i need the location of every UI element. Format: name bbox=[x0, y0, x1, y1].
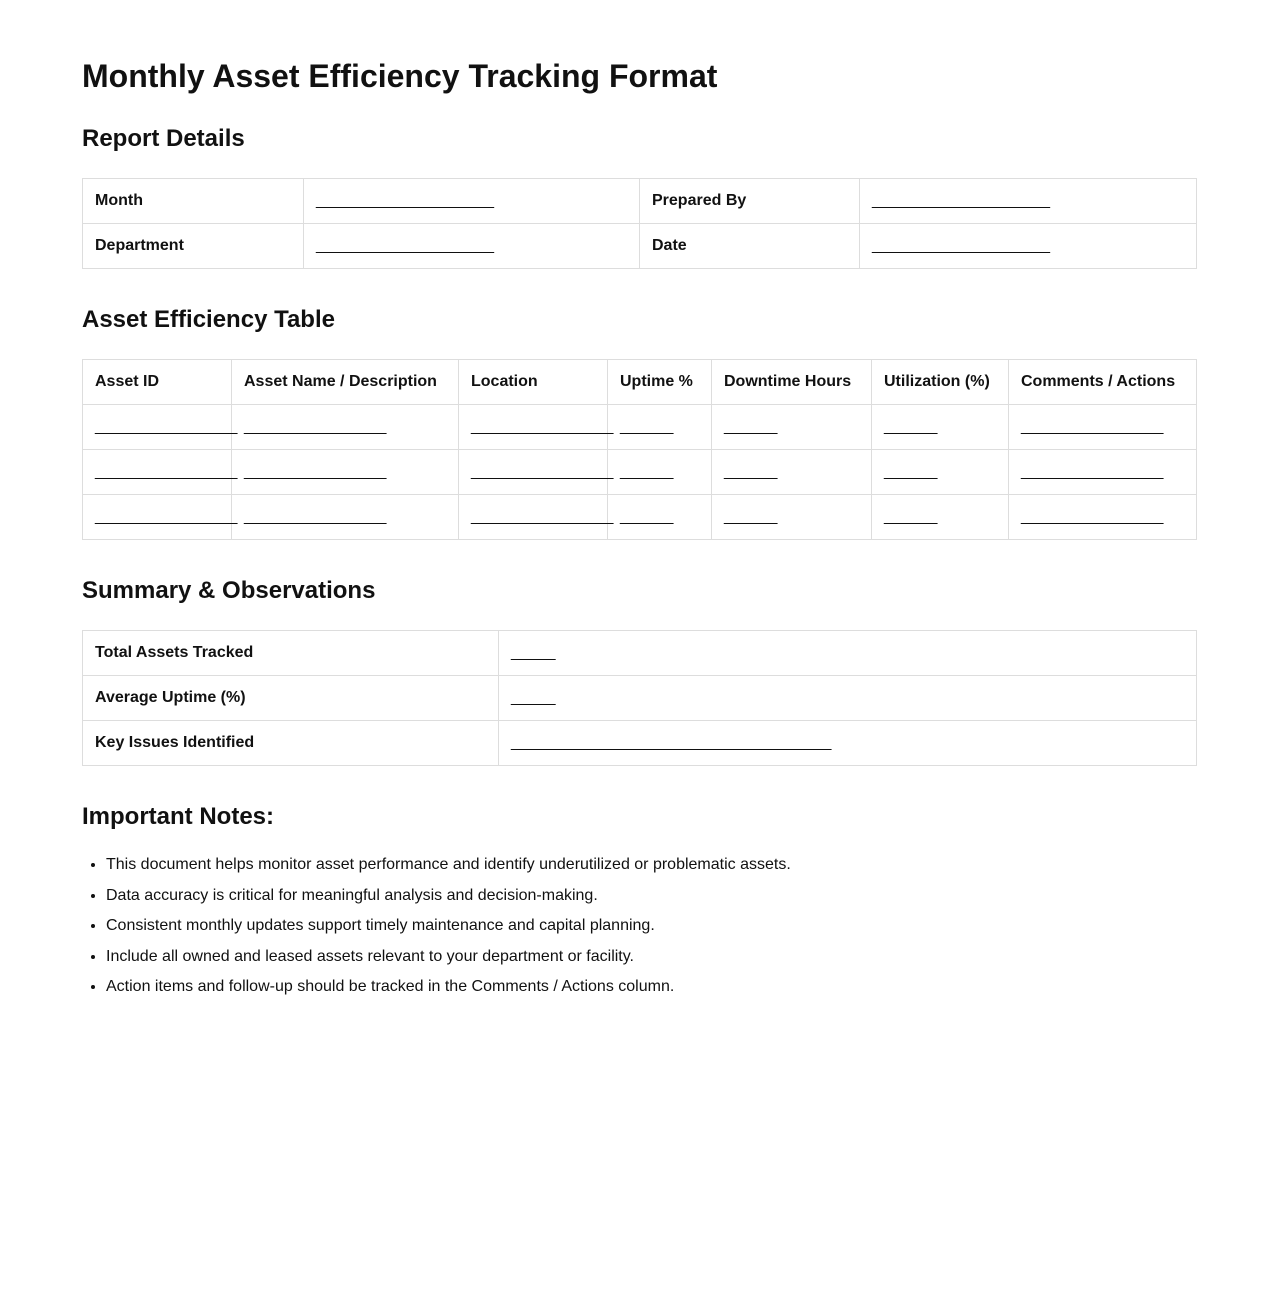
asset-id-cell[interactable]: ________________ bbox=[83, 495, 232, 540]
col-uptime: Uptime % bbox=[608, 360, 712, 405]
utilization-cell[interactable]: ______ bbox=[872, 450, 1009, 495]
list-item: • Data accuracy is critical for meaningful analysis and decision-making. bbox=[106, 885, 1196, 907]
table-header-row bbox=[83, 360, 1197, 405]
list-item: • Include all owned and leased assets relevant to your department or facility. bbox=[106, 946, 1196, 968]
asset-name-cell[interactable]: ________________ bbox=[232, 495, 459, 540]
utilization-cell[interactable]: ______ bbox=[872, 405, 1009, 450]
list-item: • Consistent monthly updates support timely maintenance and capital planning. bbox=[106, 915, 1196, 937]
col-utilization: Utilization (%) bbox=[872, 360, 1009, 405]
summary-table bbox=[82, 630, 1197, 766]
blank-line: ____________________ bbox=[872, 192, 1050, 209]
col-comments-actions: Comments / Actions bbox=[1009, 360, 1197, 405]
average-uptime-field[interactable]: _____ bbox=[499, 676, 1197, 721]
table-row bbox=[83, 495, 1197, 540]
comments-cell[interactable]: ________________ bbox=[1009, 405, 1197, 450]
col-downtime-hours: Downtime Hours bbox=[712, 360, 872, 405]
asset-name-cell[interactable]: ________________ bbox=[232, 405, 459, 450]
comments-cell[interactable]: ________________ bbox=[1009, 450, 1197, 495]
location-cell[interactable]: ________________ bbox=[459, 495, 608, 540]
table-row bbox=[83, 450, 1197, 495]
summary-heading: Summary & Observations bbox=[82, 577, 376, 604]
uptime-cell[interactable]: ______ bbox=[608, 405, 712, 450]
total-assets-label: Total Assets Tracked bbox=[83, 631, 499, 676]
asset-id-cell[interactable]: ________________ bbox=[83, 405, 232, 450]
blank-line: ____________________ bbox=[316, 192, 494, 209]
col-asset-id: Asset ID bbox=[83, 360, 232, 405]
location-cell[interactable]: ________________ bbox=[459, 450, 608, 495]
prepared-by-field[interactable] bbox=[860, 179, 1197, 224]
asset-table-heading: Asset Efficiency Table bbox=[82, 306, 335, 333]
downtime-cell[interactable]: ______ bbox=[712, 405, 872, 450]
uptime-cell[interactable]: ______ bbox=[608, 450, 712, 495]
total-assets-field[interactable]: _____ bbox=[499, 631, 1197, 676]
key-issues-label: Key Issues Identified bbox=[83, 721, 499, 766]
downtime-cell[interactable]: ______ bbox=[712, 495, 872, 540]
average-uptime-label: Average Uptime (%) bbox=[83, 676, 499, 721]
month-label: Month bbox=[83, 179, 304, 224]
summary-row bbox=[83, 631, 1197, 676]
notes-list bbox=[82, 854, 1196, 998]
date-field[interactable] bbox=[860, 224, 1197, 269]
blank-line: ____________________ bbox=[316, 237, 494, 254]
page-title: Monthly Asset Efficiency Tracking Format bbox=[82, 58, 718, 94]
month-field[interactable] bbox=[304, 179, 640, 224]
utilization-cell[interactable]: ______ bbox=[872, 495, 1009, 540]
blank-line: ____________________ bbox=[872, 237, 1050, 254]
key-issues-field[interactable]: ____________________________________ bbox=[499, 721, 1197, 766]
table-row bbox=[83, 405, 1197, 450]
date-label: Date bbox=[640, 224, 860, 269]
location-cell[interactable]: ________________ bbox=[459, 405, 608, 450]
asset-name-cell[interactable]: ________________ bbox=[232, 450, 459, 495]
summary-row bbox=[83, 721, 1197, 766]
col-asset-name: Asset Name / Description bbox=[232, 360, 459, 405]
report-details-heading: Report Details bbox=[82, 125, 245, 152]
report-details-table bbox=[82, 178, 1197, 269]
col-location: Location bbox=[459, 360, 608, 405]
uptime-cell[interactable]: ______ bbox=[608, 495, 712, 540]
downtime-cell[interactable]: ______ bbox=[712, 450, 872, 495]
department-field[interactable] bbox=[304, 224, 640, 269]
asset-id-cell[interactable]: ________________ bbox=[83, 450, 232, 495]
department-label: Department bbox=[83, 224, 304, 269]
asset-efficiency-table bbox=[82, 359, 1197, 540]
summary-row bbox=[83, 676, 1197, 721]
prepared-by-label: Prepared By bbox=[640, 179, 860, 224]
notes-heading: Important Notes: bbox=[82, 803, 274, 830]
list-item: • Action items and follow-up should be tracked in the Comments / Actions column. bbox=[106, 976, 1196, 998]
report-row bbox=[83, 224, 1197, 269]
report-row bbox=[83, 179, 1197, 224]
comments-cell[interactable]: ________________ bbox=[1009, 495, 1197, 540]
list-item: • This document helps monitor asset performance and identify underutilized or problematic assets. bbox=[106, 854, 1196, 876]
